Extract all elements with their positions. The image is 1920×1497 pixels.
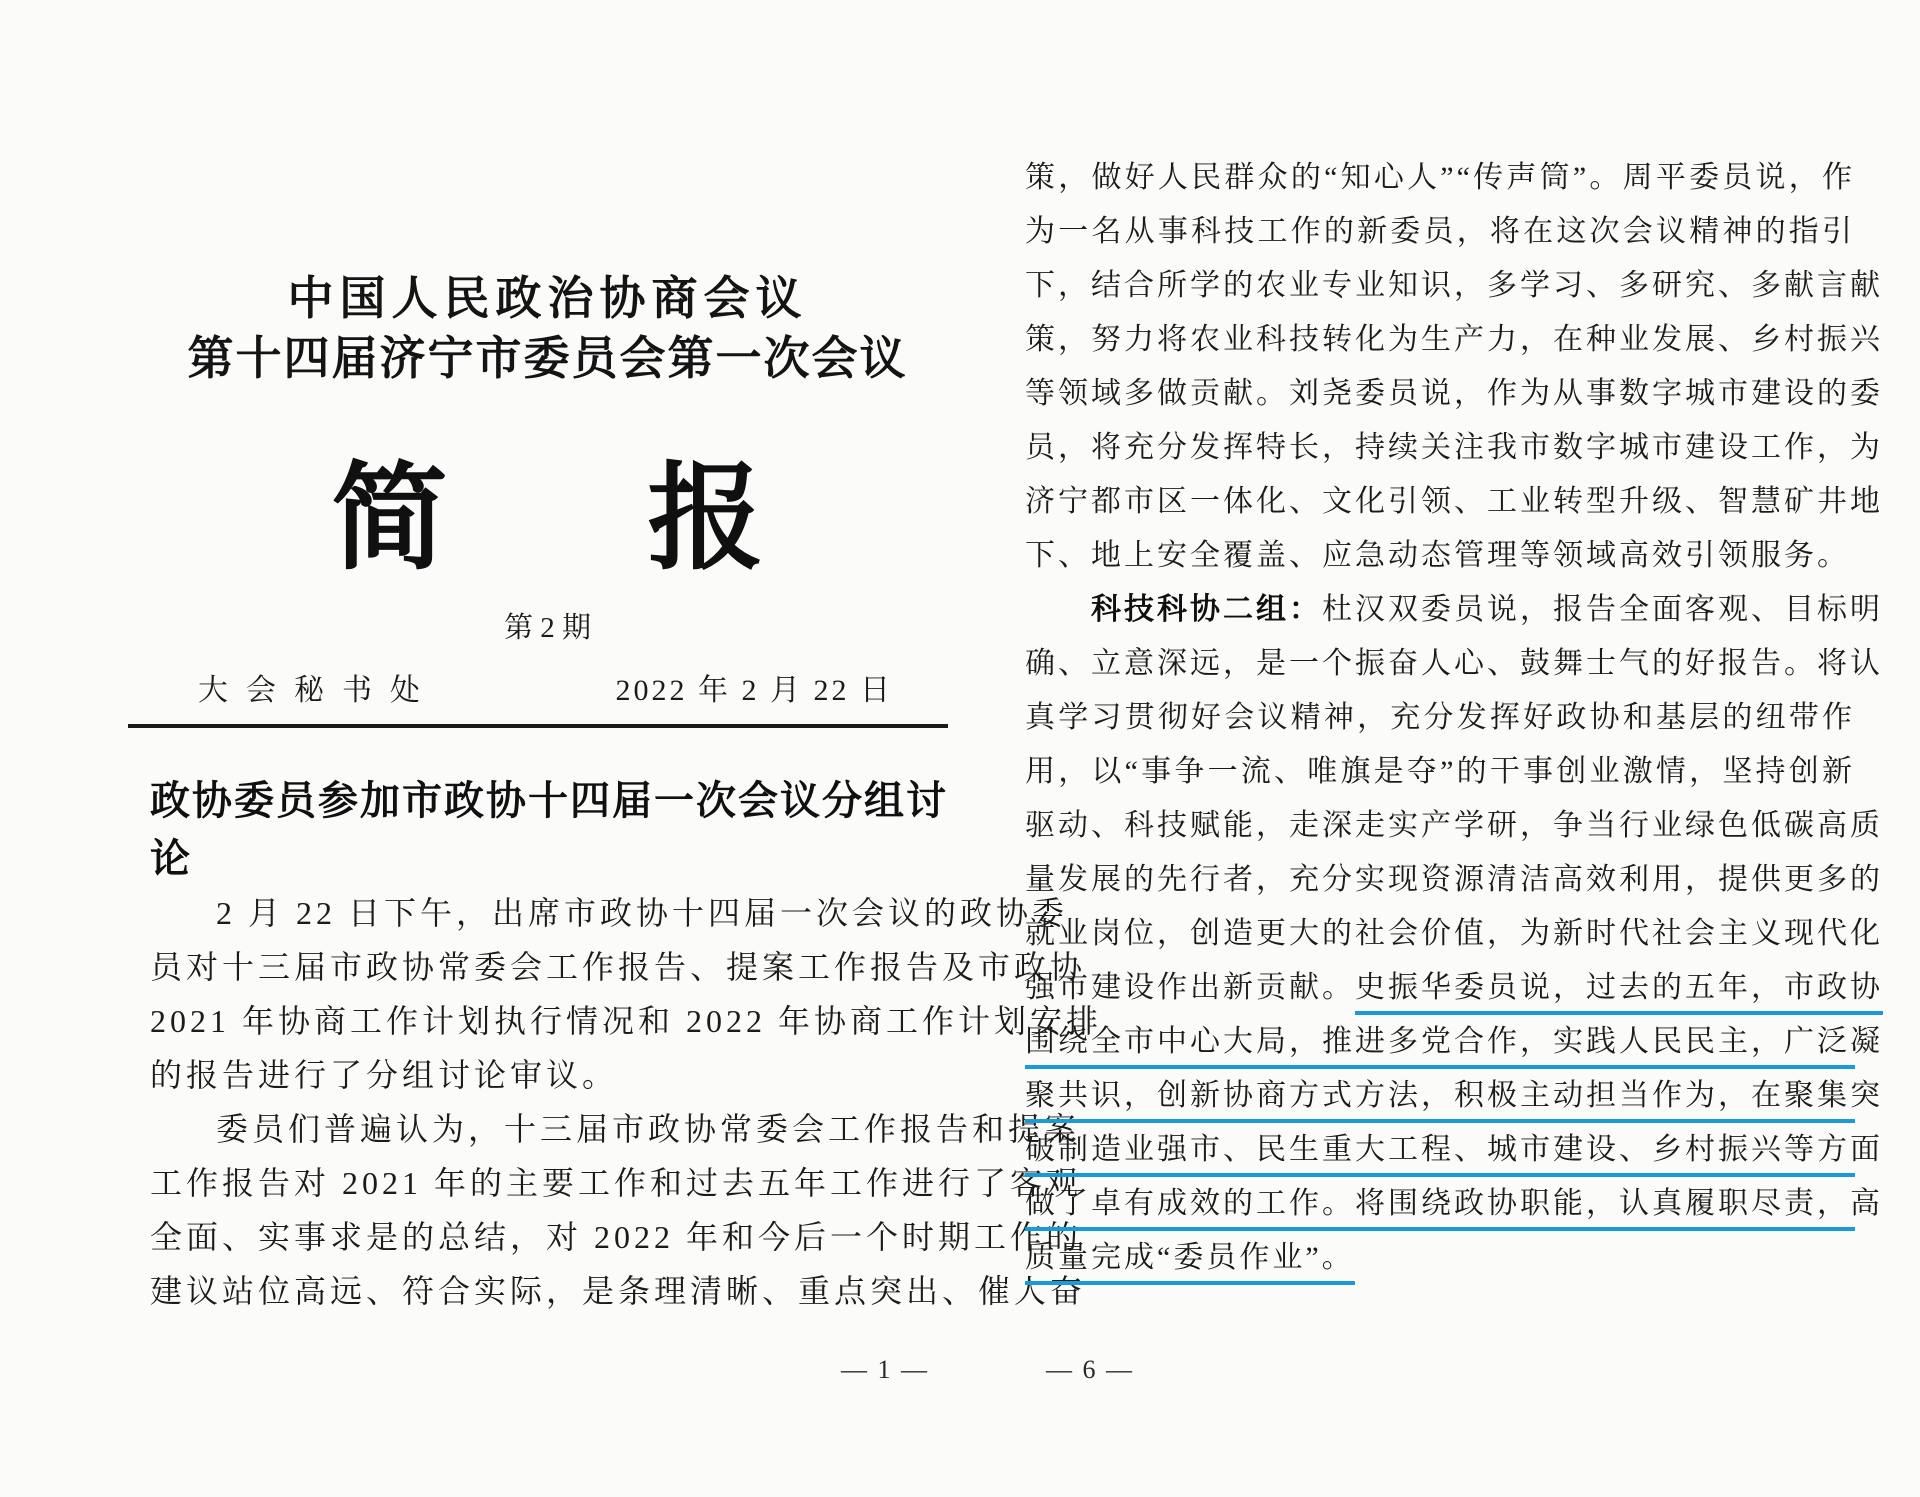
body-line-underlined: 破制造业强市、民生重大工程、城市建设、乡村振兴等方面 [1025, 1123, 1855, 1177]
page-number-6: — 6 — [1046, 1355, 1134, 1384]
body-line: 2 月 22 日下午，出席市政协十四届一次会议的政协委 [216, 895, 1069, 931]
body-line: 委员们普遍认为，十三届市政协常委会工作报告和提案 [216, 1111, 1081, 1147]
org-title-line1: 中国人民政治协商会议 [287, 273, 808, 324]
issue-number: 第 2 期 [503, 612, 591, 644]
body-line: 济宁都市区一体化、文化引领、工业转型升级、智慧矿井地 [1025, 485, 1883, 518]
body-line-underlined: 聚共识，创新协商方式方法，积极主动担当作为，在聚集突 [1025, 1069, 1855, 1123]
masthead-divider-rule [128, 724, 948, 728]
body-line: 2021 年协商工作计划执行情况和 2022 年协商工作计划安排 [150, 1003, 1103, 1039]
body-line: 策，做好人民群众的“知心人”“传声筒”。周平委员说，作 [1025, 161, 1855, 194]
body-line: 等领域多做贡献。刘尧委员说，作为从事数字城市建设的委 [1025, 377, 1883, 410]
body-line-underline-start [1025, 961, 1883, 1015]
body-line: 确、立意深远，是一个振奋人心、鼓舞士气的好报告。将认 [1025, 647, 1883, 680]
line-text: 强市建设作出新贡献。 [1025, 971, 1355, 1004]
body-line-group-lead [1025, 583, 1883, 637]
body-line: 建议站位高远、符合实际，是条理清晰、重点突出、催人奋 [150, 1273, 1087, 1309]
group-name-bold: 科技科协二组： [1091, 593, 1322, 626]
body-line: 为一名从事科技工作的新委员，将在这次会议精神的指引 [1025, 215, 1855, 248]
body-line: 用，以“事争一流、唯旗是夺”的干事创业激情，坚持创新 [1025, 755, 1855, 788]
page-6-body [1025, 151, 1883, 1285]
body-line-underlined: 围绕全市中心大局，推进多党合作，实践人民民主，广泛凝 [1025, 1015, 1855, 1069]
body-line: 真学习贯彻好会议精神，充分发挥好政协和基层的纽带作 [1025, 701, 1855, 734]
body-line: 下、地上安全覆盖、应急动态管理等领域高效引领服务。 [1025, 539, 1850, 572]
body-line: 下，结合所学的农业专业知识，多学习、多研究、多献言献 [1025, 269, 1883, 302]
body-line: 量发展的先行者，充分实现资源清洁高效利用，提供更多的 [1025, 863, 1883, 896]
body-line: 就业岗位，创造更大的社会价值，为新时代社会主义现代化 [1025, 917, 1883, 950]
body-line: 的报告进行了分组讨论审议。 [150, 1057, 619, 1093]
blue-underlined-text: 史振华委员说，过去的五年，市政协 [1355, 971, 1883, 1015]
article-headline: 政协委员参加市政协十四届一次会议分组讨论 [150, 778, 946, 881]
issuer-secretariat: 大会秘书处 [198, 674, 438, 707]
publish-date: 2022 年 2 月 22 日 [615, 674, 893, 707]
body-line-underlined: 做了卓有成效的工作。将围绕政协职能，认真履职尽责，高 [1025, 1177, 1855, 1231]
body-line: 员对十三届市政协常委会工作报告、提案工作报告及市政协 [150, 949, 1087, 985]
body-line: 员，将充分发挥特长，持续关注我市数字城市建设工作，为 [1025, 431, 1883, 464]
body-line: 全面、实事求是的总结，对 2022 年和今后一个时期工作的 [150, 1219, 1083, 1255]
blue-underlined-text: 质量完成“委员作业”。 [1025, 1241, 1355, 1285]
body-line: 驱动、科技赋能，走深走实产学研，争当行业绿色低碳高质 [1025, 809, 1883, 842]
org-title-line2: 第十四届济宁市委员会第一次会议 [187, 333, 908, 384]
page-1-body [150, 886, 1103, 1318]
body-line: 策，努力将农业科技转化为生产力，在种业发展、乡村振兴 [1025, 323, 1883, 356]
line-text: 杜汉双委员说，报告全面客观、目标明 [1322, 593, 1883, 626]
page-number-1: — 1 — [841, 1355, 929, 1384]
meta-row [150, 664, 945, 710]
masthead-jianbao: 简 报 [331, 456, 806, 584]
body-line: 工作报告对 2021 年的主要工作和过去五年工作进行了客观 [150, 1165, 1083, 1201]
body-line-underline-end [1025, 1231, 1855, 1285]
